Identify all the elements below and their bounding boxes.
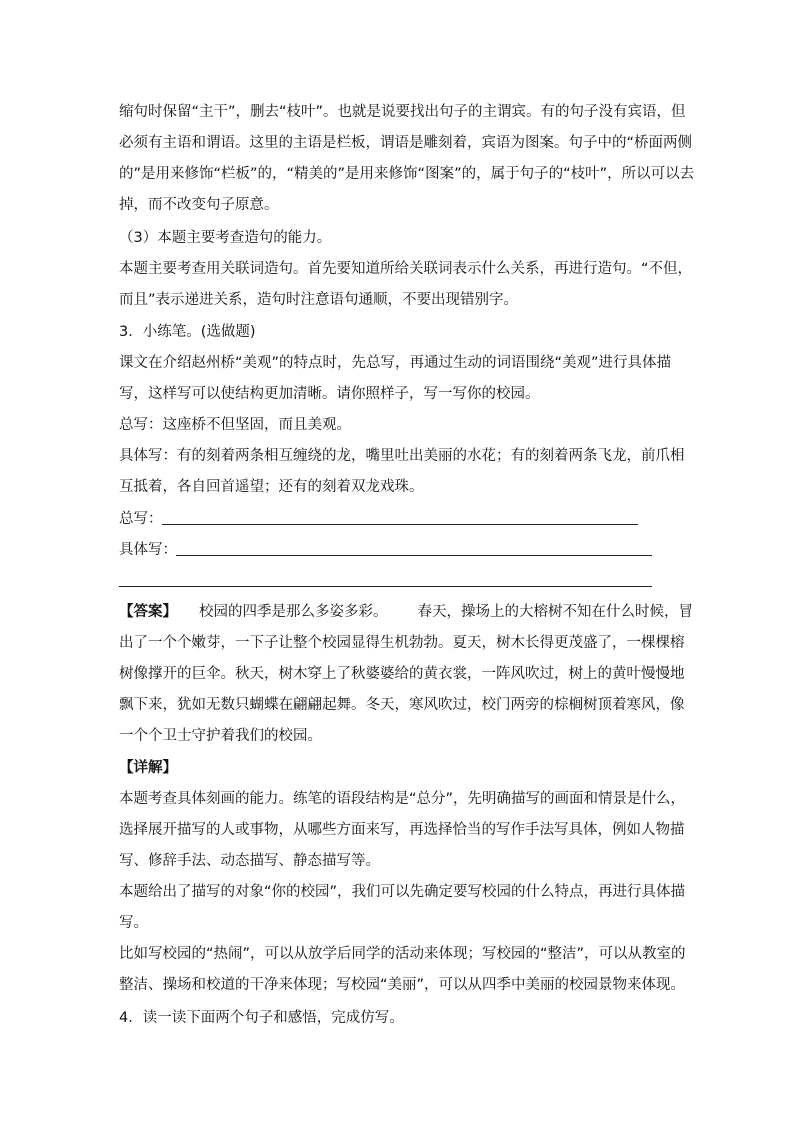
blank-label-general: 总写： (119, 511, 163, 527)
text-line: 而且”表示递进关系，造句时注意语句通顺，不要出现错别字。 (119, 292, 519, 308)
detail-line: 本题给出了描写的对象“你的校园”，我们可以先确定要写校园的什么特点，再进行具体描 (119, 884, 686, 900)
detail-line: 整洁、操场和校道的干净来体现；写校园“美丽”，可以从四季中美丽的校园景物来体现。 (119, 977, 686, 993)
answer-tag: 【答案】 (119, 604, 177, 620)
answer-blank-line[interactable] (176, 555, 652, 556)
text-line: 掉，而不改变句子原意。 (119, 197, 279, 213)
answer-blank-line[interactable] (162, 524, 638, 525)
question-heading: 3．小练笔。(选做题) (119, 324, 256, 340)
answer-line: 飘下来，犹如无数只蝴蝶在翩翩起舞。冬天，寒风吹过，校门两旁的棕榈树顶着寒风，像 (119, 697, 685, 713)
answer-text: 校园的四季是那么多姿多彩。 (199, 604, 388, 620)
text-line: 课文在介绍赵州桥“美观”的特点时，先总写，再通过生动的词语围绕“美观”进行具体描 (119, 355, 672, 371)
text-line: （3）本题主要考查造句的能力。 (119, 230, 332, 246)
text-line: 写，这样写可以使结构更加清晰。请你照样子，写一写你的校园。 (119, 386, 540, 402)
answer-first-line (119, 602, 693, 622)
answer-blank-line[interactable] (119, 586, 652, 587)
text-line: 必须有主语和谓语。这里的主语是栏板，谓语是雕刻着，宾语为图案。句子中的“桥面两侧 (119, 135, 693, 151)
detail-line: 本题考查具体刻画的能力。练笔的语段结构是“总分”，先明确描写的画面和情景是什么， (119, 791, 686, 807)
detail-line: 选择展开描写的人或事物，从哪些方面来写，再选择恰当的写作手法写具体，例如人物描 (119, 822, 685, 838)
text-line: 互抵着，各自回首遥望；还有的刻着双龙戏珠。 (119, 479, 424, 495)
text-line: 缩句时保留“主干”，删去“枝叶”。也就是说要找出句子的主谓宾。有的句子没有宾语，但 (119, 104, 686, 120)
question-heading: 4．读一读下面两个句子和感悟，完成仿写。 (119, 1010, 404, 1026)
detail-line: 写。 (119, 915, 148, 931)
detail-line: 写、修辞手法、动态描写、静态描写等。 (119, 853, 380, 869)
text-line: 具体写：有的刻着两条相互缠绕的龙，嘴里吐出美丽的水花；有的刻着两条飞龙，前爪相 (119, 448, 685, 464)
answer-text: 春天，操场上的大榕树不知在什么时候，冒 (417, 604, 693, 620)
detail-line: 比如写校园的“热闹”，可以从放学后同学的活动来体现；写校园的“整洁”，可以从教室的 (119, 946, 686, 962)
answer-line: 一个个卫士守护着我们的校园。 (119, 728, 322, 744)
text-line: 的”是用来修饰“栏板”的，“精美的”是用来修饰“图案”的，属于句子的“枝叶”，所以可以去 (119, 166, 695, 182)
answer-line: 树像撑开的巨伞。秋天，树木穿上了秋婆婆给的黄衣裳，一阵风吹过，树上的黄叶慢慢地 (119, 666, 685, 682)
detail-tag: 【详解】 (119, 760, 177, 776)
answer-line: 出了一个个嫩芽，一下子让整个校园显得生机勃勃。夏天，树木长得更茂盛了，一棵棵榕 (119, 635, 685, 651)
text-line: 本题主要考查用关联词造句。首先要知道所给关联词表示什么关系，再进行造句。“不但， (119, 261, 693, 277)
blank-label-specific: 具体写： (119, 542, 177, 558)
text-line: 总写：这座桥不但坚固，而且美观。 (119, 417, 351, 433)
